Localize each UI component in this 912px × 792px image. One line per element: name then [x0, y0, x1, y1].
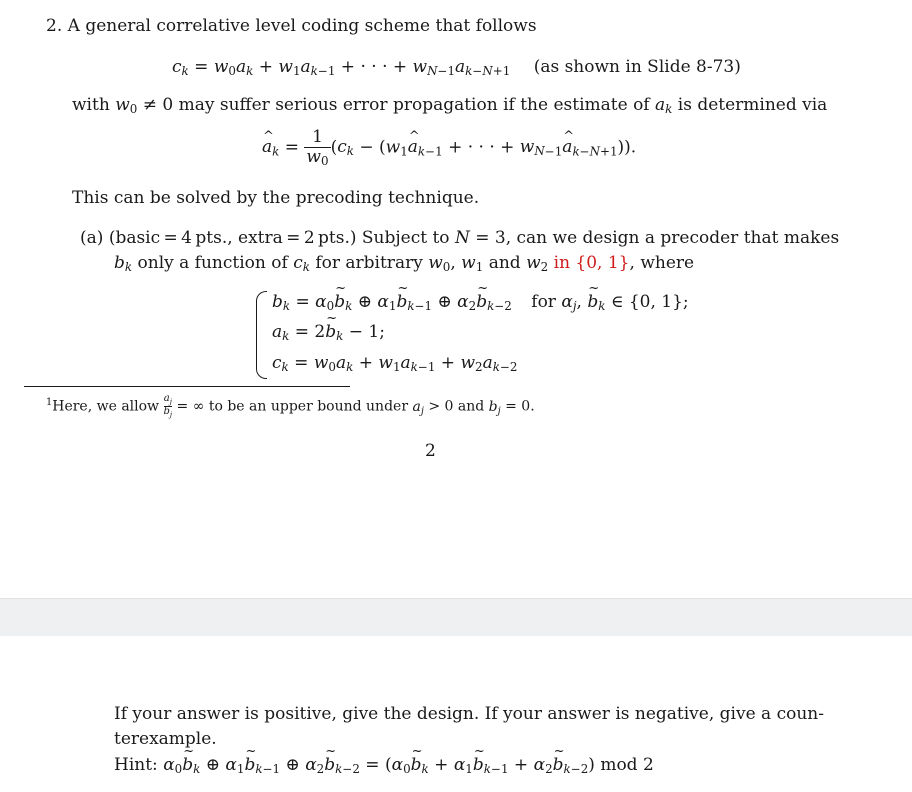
eq1-note: (as shown in Slide 8-73)	[533, 57, 741, 77]
answer-line2: terexample.	[114, 729, 217, 749]
equation-ahat: ^ $a_k$ = $\frac{1}{w_0}$ ($c_k$ − ($w_1\^{}$ $a_{k-1}$ + · · · + $w_{N-1}\^{}$ $a_{k-N+1}$)).	[262, 128, 636, 168]
footnote-rule	[24, 386, 350, 387]
solved-line: This can be solved by the precoding technique.	[72, 188, 480, 208]
problem-number: 2.	[46, 16, 63, 36]
page-2	[0, 636, 912, 792]
problem-intro-line	[46, 16, 537, 36]
page-gap	[0, 598, 912, 638]
hint-line: Hint: $\alpha_0\sim$ $b_k$ ⊕ $\alpha_1\sim$ $b_{k-1}$ ⊕ $\alpha_2\sim$ $b_{k-2}$ = ($\alpha_0\sim$ $b_k$ + $\alpha_1\sim$ $b_{k-1}$ + $\alpha_2\sim$ $b_{k-2}$) mod 2	[114, 755, 654, 776]
equation-ck: $c_k = w_0a_k + w_1a_{k-1}$ + · · · + $w_{N-1}a_{k-N+1}$ (as shown in Slide 8-73)	[172, 57, 741, 78]
with-line: with $w_0 \ne 0$ may suffer serious error propagation if the estimate of $a_k$ is determined via	[72, 95, 828, 116]
part-a-line2: $b_k$ only a function of $c_k$ for arbitrary $w_0$, $w_1$ and $w_2$ in {0, 1}, where	[114, 253, 695, 274]
part-a-line1: (a) (basic = 4 pts., extra = 2 pts.) Subject to N = 3, can we design a precoder that makes	[80, 228, 840, 248]
system-eq-2: $a_k$ = 2~ $b_k - 1$;	[272, 322, 385, 343]
system-eq-3: $c_k = w_0a_k + w_1a_{k-1} + w_2a_{k-2}$	[272, 353, 518, 374]
system-eq-1: $b_k$ = $\alpha_0\sim$ $b_k$ ⊕ $\alpha_1\sim$ $b_{k-1}$ ⊕ $\alpha_2\sim$ $b_{k-2}$ for $\alpha_j$, ~ $b_k$ ∈ {0, 1};	[272, 292, 689, 313]
page-number: 2	[425, 441, 436, 461]
problem-intro: A general correlative level coding scheme that follows	[67, 16, 537, 36]
left-brace	[256, 291, 267, 379]
footnote: $^1$Here, we allow $\frac{a_j}{b_j}$ = ∞ to be an upper bound under $a_j > 0$ and $b_j = 0$.	[46, 393, 535, 419]
answer-line1: If your answer is positive, give the design. If your answer is negative, give a coun-	[114, 704, 824, 724]
set-highlight: in {0, 1}	[553, 253, 630, 273]
